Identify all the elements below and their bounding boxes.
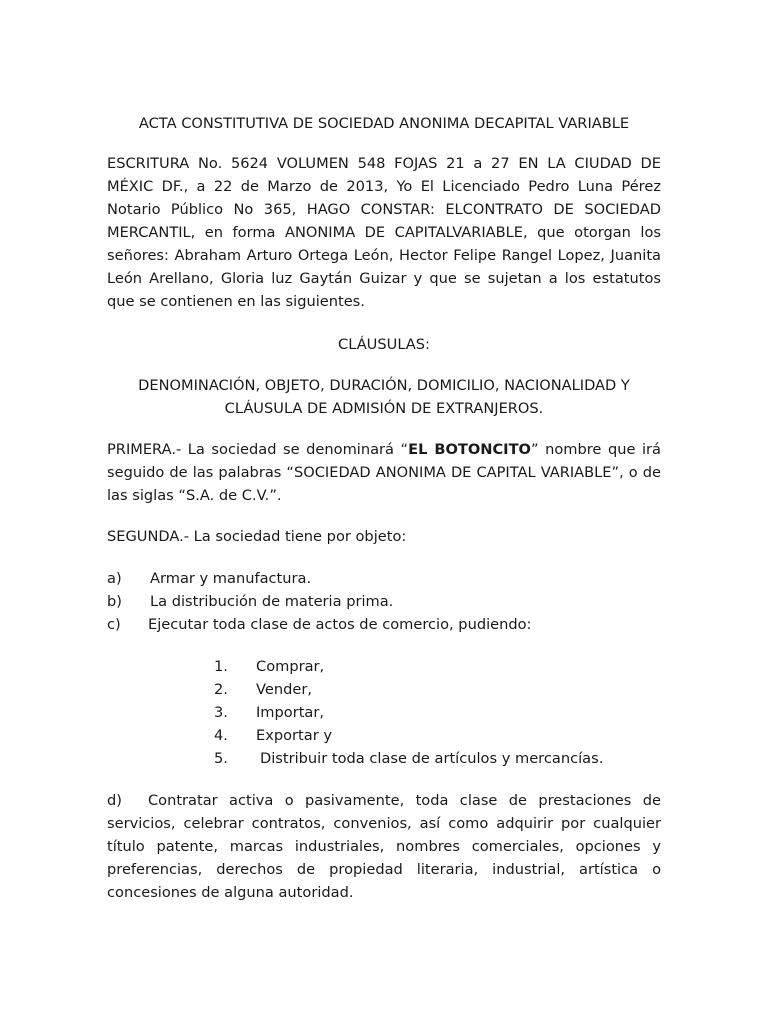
clausulas-heading: CLÁUSULAS:	[338, 336, 430, 353]
list-marker: d)	[107, 792, 122, 809]
list-item-text: Vender,	[256, 681, 312, 698]
list-item-text: Comprar,	[256, 658, 325, 675]
list-item-text: Exportar y	[256, 727, 332, 744]
list-item-text: La distribución de materia prima.	[150, 593, 394, 610]
primera-lead: PRIMERA.- La sociedad se denominará “	[107, 441, 409, 458]
list-item-text: Contratar activa o pasivamente, toda clase de prestaciones de servicios, celebrar contratos, convenios, así como adquirir por cualquier título patente, marcas industriales, nombres comerciales, opciones y preferencias, derechos de propiedad literaria, industrial, artística o concesiones de alguna autoridad.	[107, 792, 661, 901]
list-marker: 5.	[214, 750, 228, 767]
list-marker: a)	[107, 570, 122, 587]
list-marker: c)	[107, 616, 121, 633]
list-item	[107, 678, 661, 701]
list-item	[107, 567, 661, 590]
list-item	[107, 701, 661, 724]
list-item-text: Armar y manufactura.	[150, 570, 312, 587]
list-marker: 1.	[214, 658, 228, 675]
list-item	[107, 590, 661, 613]
list-item	[107, 747, 661, 770]
document-title: ACTA CONSTITUTIVA DE SOCIEDAD ANONIMA DECAPITAL VARIABLE	[138, 115, 630, 132]
list-marker: 4.	[214, 727, 228, 744]
denominacion-heading: DENOMINACIÓN, OBJETO, DURACIÓN, DOMICILIO, NACIONALIDAD Y CLÁUSULA DE ADMISIÓN DE EXTRANJEROS.	[138, 377, 630, 417]
list-marker: 2.	[214, 681, 228, 698]
company-name: EL BOTONCITO	[408, 441, 531, 458]
list-item	[107, 724, 661, 747]
list-item-text: Importar,	[256, 704, 325, 721]
list-marker: 3.	[214, 704, 228, 721]
lettered-list	[107, 567, 661, 636]
list-item	[107, 655, 661, 678]
numbered-list	[107, 655, 661, 770]
item-d-paragraph	[107, 789, 661, 904]
escritura-paragraph: ESCRITURA No. 5624 VOLUMEN 548 FOJAS 21 a 27 EN LA CIUDAD DE MÉXIC DF., a 22 de Marzo de 2013, Yo El Licenciado Pedro Luna Pérez Notario Público No 365, HAGO CONSTAR: ELCONTRATO DE SOCIEDAD MERCANTIL, en forma ANONIMA DE CAPITALVARIABLE, que otorgan los señores: Abraham Arturo Ortega León, Hector Felipe Rangel Lopez, Juanita León Arellano, Gloria luz Gaytán Guizar y que se sujetan a los estatutos que se contienen en las siguientes.	[107, 155, 661, 310]
primera-clause	[107, 438, 661, 507]
list-marker: b)	[107, 593, 122, 610]
primera-rest: ” nombre que irá seguido de las palabras “SOCIEDAD ANONIMA DE CAPITAL VARIABLE”, o de las siglas “S.A. de C.V.”.	[107, 441, 661, 504]
list-item-text: Distribuir toda clase de artículos y mercancías.	[260, 750, 604, 767]
list-item-text: Ejecutar toda clase de actos de comercio, pudiendo:	[148, 616, 532, 633]
list-item	[107, 613, 661, 636]
segunda-clause: SEGUNDA.- La sociedad tiene por objeto:	[107, 528, 407, 545]
